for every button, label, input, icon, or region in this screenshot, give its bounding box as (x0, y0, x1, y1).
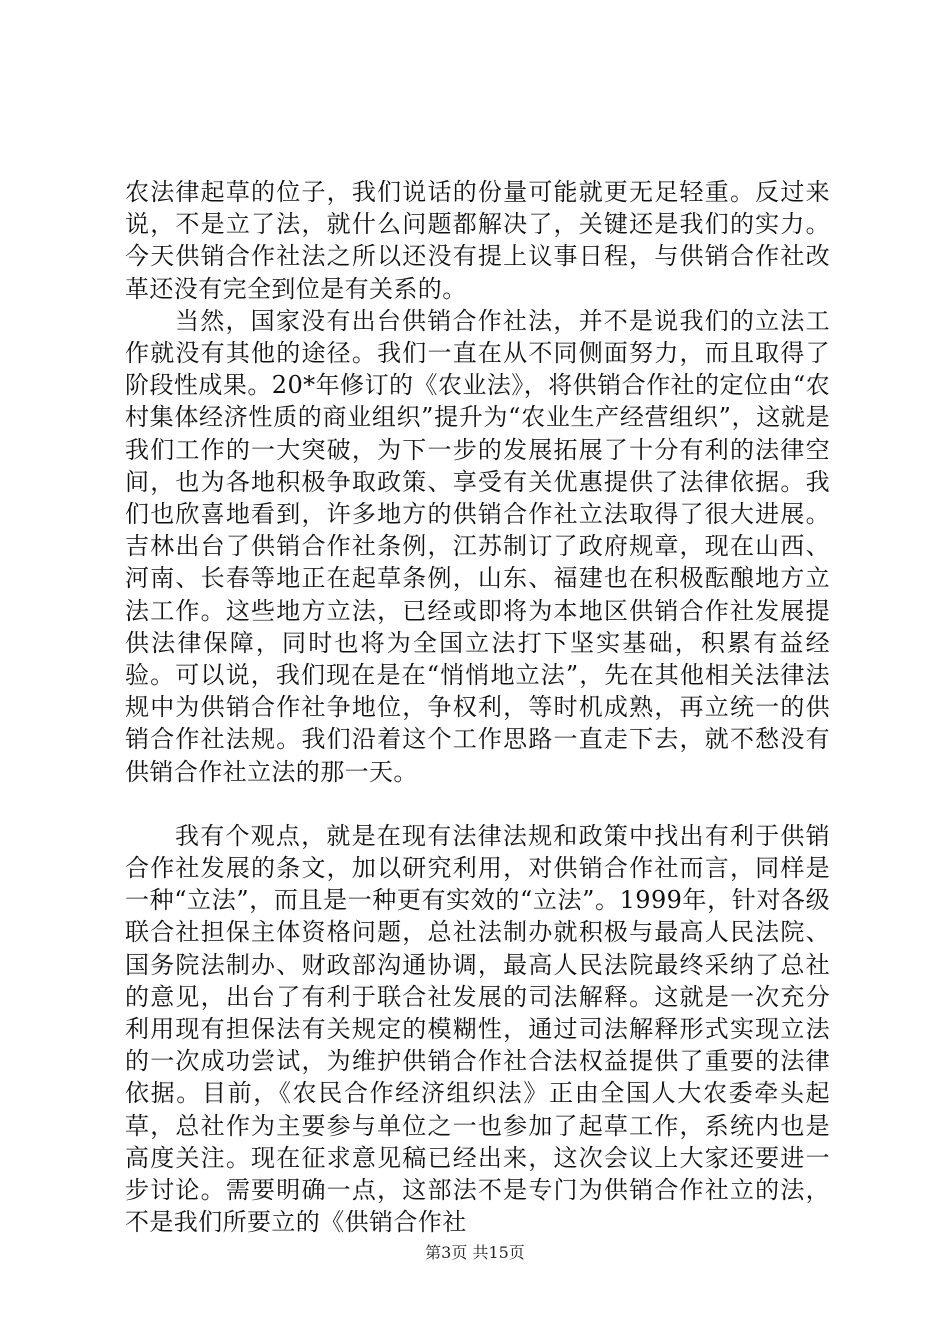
page-number-footer: 第3页 共15页 (425, 1243, 525, 1262)
paragraph-existing-law-utilization: 我有个观点，就是在现有法律法规和政策中找出有利于供销合作社发展的条文，加以研究利用，对供销合作社而言，同样是一种“立法”，而且是一种更有实效的“立法”。1999年，针对各级联合社担保主体资格问题，总社法制办就积极与最高人民法院、国务院法制办、财政部沟通协调，最高人民法院最终采纳了总社的意见，出台了有利于联合社发展的司法解释。这就是一次充分利用现有担保法有关规定的模糊性，通过司法解释形式实现立法的一次成功尝试，为维护供销合作社合法权益提供了重要的法律依据。目前，《农民合作经济组织法》正由全国人大农委牵头起草，总社作为主要参与单位之一也参加了起草工作，系统内也是高度关注。现在征求意见稿已经出来，这次会议上大家还要进一步讨论。需要明确一点，这部法不是专门为供销合作社立的法，不是我们所要立的《供销合作社 (125, 821, 830, 1237)
paragraph-continuation: 农法律起草的位子，我们说话的份量可能就更无足轻重。反过来说，不是立了法，就什么问题都解决了，关键还是我们的实力。今天供销合作社法之所以还没有提上议事日程，与供销合作社改革还没有完全到位是有关系的。 (125, 178, 830, 303)
paragraph-gap (125, 788, 830, 820)
paragraph-legislation-progress: 当然，国家没有出台供销合作社法，并不是说我们的立法工作就没有其他的途径。我们一直在从不同侧面努力，而且取得了阶段性成果。20*年修订的《农业法》，将供销合作社的定位由“农村集体经济性质的商业组织”提升为“农业生产经营组织”，这就是我们工作的一大突破，为下一步的发展拓展了十分有利的法律空间，也为各地积极争取政策、享受有关优惠提供了法律依据。我们也欣喜地看到，许多地方的供销合作社立法取得了很大进展。吉林出台了供销合作社条例，江苏制订了政府规章，现在山西、河南、长春等地正在起草条例，山东、福建也在积极酝酿地方立法工作。这些地方立法，已经或即将为本地区供销合作社发展提供法律保障，同时也将为全国立法打下坚实基础，积累有益经验。可以说，我们现在是在“悄悄地立法”，先在其他相关法律法规中为供销合作社争地位，争权利，等时机成熟，再立统一的供销合作社法规。我们沿着这个工作思路一直走下去，就不愁没有供销合作社立法的那一天。 (125, 306, 830, 786)
document-body (125, 176, 830, 1239)
